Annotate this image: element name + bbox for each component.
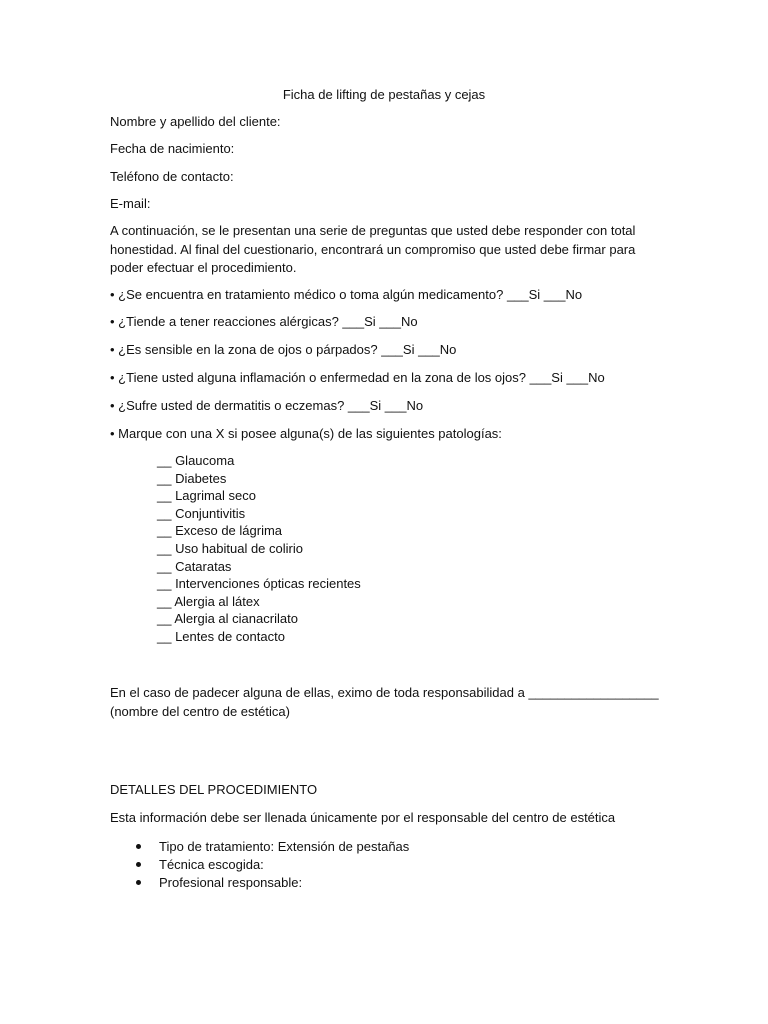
- intro-line: poder efectuar el procedimiento.: [110, 260, 297, 275]
- pathology-item: __ Diabetes: [157, 470, 227, 486]
- question-medication: • ¿Se encuentra en tratamiento médico o toma algún medicamento? ___Si ___No: [110, 287, 583, 302]
- waiver-paragraph: [110, 684, 670, 721]
- detail-item-treatment-type: [110, 838, 409, 856]
- email-field: E-mail:: [110, 196, 151, 211]
- pathology-item: __ Glaucoma: [157, 453, 235, 468]
- detail-item-label: Profesional responsable:: [159, 875, 303, 890]
- birth-date-field: Fecha de nacimiento:: [110, 141, 235, 156]
- pathology-item: __ Lentes de contacto: [157, 628, 285, 644]
- bullet-icon: [136, 880, 141, 885]
- pathology-item: __ Exceso de lágrima: [157, 523, 283, 539]
- details-note: Esta información debe ser llenada únicamente por el responsable del centro de estética: [110, 810, 616, 825]
- pathology-item: __ Intervenciones ópticas recientes: [157, 576, 361, 592]
- bullet-icon: [136, 862, 141, 867]
- pathology-item: __ Uso habitual de colirio: [157, 540, 303, 556]
- waiver-line: En el caso de padecer alguna de ellas, eximo de toda responsabilidad a __________________: [110, 685, 659, 700]
- detail-item-label: Técnica escogida:: [159, 857, 264, 872]
- detail-item-label: Tipo de tratamiento: Extensión de pestañas: [159, 839, 410, 854]
- details-heading: DETALLES DEL PROCEDIMIENTO: [110, 782, 318, 797]
- question-eye-sensitivity: • ¿Es sensible en la zona de ojos o párpados? ___Si ___No: [110, 342, 457, 357]
- pathology-item: __ Conjuntivitis: [157, 505, 246, 521]
- pathology-item: __ Alergia al látex: [157, 593, 260, 609]
- waiver-line: (nombre del centro de estética): [110, 703, 290, 719]
- phone-field: Teléfono de contacto:: [110, 169, 234, 184]
- intro-paragraph: [110, 222, 670, 278]
- question-allergies: • ¿Tiende a tener reacciones alérgicas? ___Si ___No: [110, 314, 418, 329]
- client-name-field: Nombre y apellido del cliente:: [110, 114, 281, 129]
- details-list: [110, 838, 409, 892]
- bullet-icon: [136, 844, 141, 849]
- detail-item-technique: [110, 856, 409, 874]
- pathology-item: __ Cataratas: [157, 558, 232, 574]
- question-pathologies: • Marque con una X si posee alguna(s) de las siguientes patologías:: [110, 426, 502, 441]
- intro-line: honestidad. Al final del cuestionario, encontrará un compromiso que usted debe firmar para: [110, 241, 636, 257]
- question-dermatitis: • ¿Sufre usted de dermatitis o eczemas? ___Si ___No: [110, 398, 424, 413]
- pathology-item: __ Lagrimal seco: [157, 488, 256, 504]
- document-title: Ficha de lifting de pestañas y cejas: [282, 87, 486, 102]
- pathology-list: [157, 452, 361, 646]
- detail-item-professional: [110, 874, 409, 892]
- question-eye-inflammation: • ¿Tiene usted alguna inflamación o enfermedad en la zona de los ojos? ___Si ___No: [110, 370, 605, 385]
- pathology-item: __ Alergia al cianacrilato: [157, 611, 298, 627]
- intro-line: A continuación, se le presentan una serie de preguntas que usted debe responder con total: [110, 223, 636, 238]
